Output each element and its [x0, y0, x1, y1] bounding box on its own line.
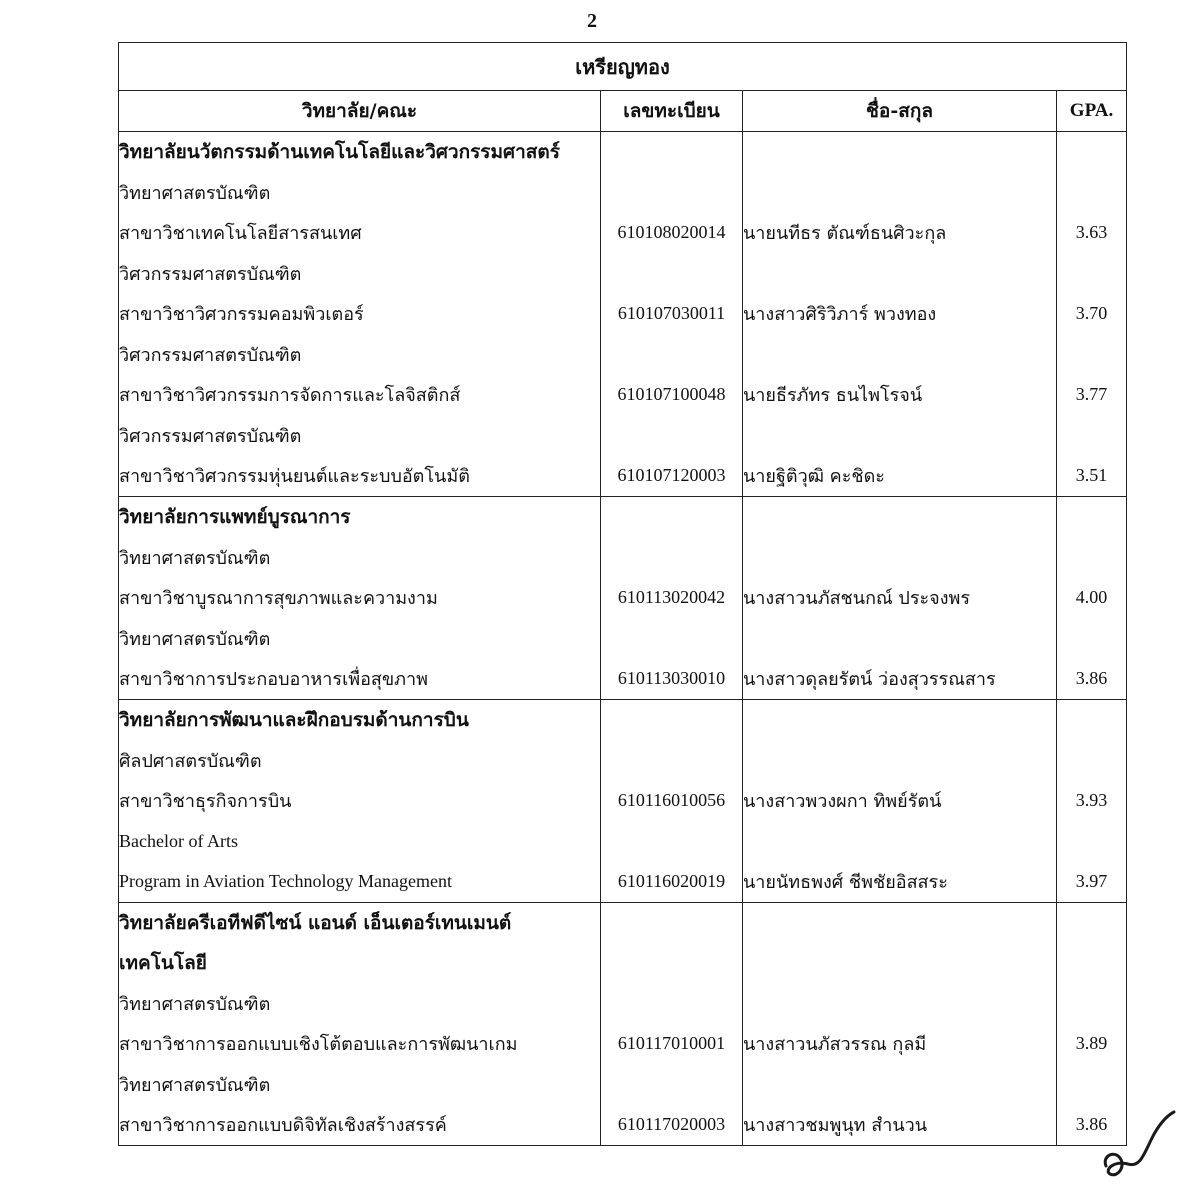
student-id: 610107120003	[601, 455, 743, 497]
student-row	[119, 212, 1127, 253]
student-name: นางสาวนภัสชนกณ์ ประจงพร	[743, 577, 1057, 618]
student-id: 610113030010	[601, 658, 743, 700]
degree-name: วิทยาศาสตรบัณฑิต	[119, 537, 601, 577]
college-row	[119, 132, 1127, 173]
major-name: Program in Aviation Technology Management	[119, 861, 601, 903]
college-name: วิทยาลัยการแพทย์บูรณาการ	[119, 497, 601, 538]
student-gpa: 4.00	[1057, 577, 1127, 618]
student-id: 610116010056	[601, 780, 743, 821]
student-id: 610107030011	[601, 293, 743, 334]
student-row	[119, 861, 1127, 903]
student-name: นายนทีธร ตัณฑ์ธนศิวะกุล	[743, 212, 1057, 253]
student-id: 610108020014	[601, 212, 743, 253]
degree-row	[119, 740, 1127, 780]
degree-name: วิทยาศาสตรบัณฑิต	[119, 618, 601, 658]
student-name: นายธีรภัทร ธนไพโรจน์	[743, 374, 1057, 415]
major-name: สาขาวิชาการประกอบอาหารเพื่อสุขภาพ	[119, 658, 601, 700]
degree-row	[119, 415, 1127, 455]
degree-row	[119, 821, 1127, 861]
table-title: เหรียญทอง	[119, 43, 1127, 91]
student-gpa: 3.93	[1057, 780, 1127, 821]
student-name: นายฐิติวุฒิ คะชิดะ	[743, 455, 1057, 497]
major-name: สาขาวิชาการออกแบบดิจิทัลเชิงสร้างสรรค์	[119, 1104, 601, 1146]
degree-row	[119, 983, 1127, 1023]
major-name: สาขาวิชาวิศวกรรมหุ่นยนต์และระบบอัตโนมัติ	[119, 455, 601, 497]
degree-row	[119, 537, 1127, 577]
student-name: นางสาวดุลยรัตน์ ว่องสุวรรณสาร	[743, 658, 1057, 700]
student-row	[119, 1023, 1127, 1064]
student-name: นางสาวนภัสวรรณ กุลมี	[743, 1023, 1057, 1064]
header-student-id: เลขทะเบียน	[601, 91, 743, 132]
student-id: 610117020003	[601, 1104, 743, 1146]
student-row	[119, 577, 1127, 618]
major-name: สาขาวิชาวิศวกรรมคอมพิวเตอร์	[119, 293, 601, 334]
student-id: 610113020042	[601, 577, 743, 618]
page-number: 2	[587, 10, 597, 32]
major-name: สาขาวิชาการออกแบบเชิงโต้ตอบและการพัฒนาเกม	[119, 1023, 601, 1064]
college-name-line2: เทคโนโลยี	[119, 943, 601, 983]
degree-name: วิศวกรรมศาสตรบัณฑิต	[119, 334, 601, 374]
student-id: 610107100048	[601, 374, 743, 415]
college-row	[119, 497, 1127, 538]
student-row	[119, 658, 1127, 700]
degree-name: วิทยาศาสตรบัณฑิต	[119, 172, 601, 212]
degree-name: วิศวกรรมศาสตรบัณฑิต	[119, 253, 601, 293]
student-row	[119, 374, 1127, 415]
major-name: สาขาวิชาเทคโนโลยีสารสนเทศ	[119, 212, 601, 253]
gold-medal-table	[118, 42, 1127, 1146]
header-gpa: GPA.	[1057, 91, 1127, 132]
degree-row	[119, 172, 1127, 212]
student-name: นางสาวชมพูนุท สำนวน	[743, 1104, 1057, 1146]
student-row	[119, 455, 1127, 497]
student-id: 610117010001	[601, 1023, 743, 1064]
student-name: นางสาวพวงผกา ทิพย์รัตน์	[743, 780, 1057, 821]
student-id: 610116020019	[601, 861, 743, 903]
student-gpa: 3.97	[1057, 861, 1127, 903]
degree-name: ศิลปศาสตรบัณฑิต	[119, 740, 601, 780]
major-name: สาขาวิชาวิศวกรรมการจัดการและโลจิสติกส์	[119, 374, 601, 415]
degree-name: วิศวกรรมศาสตรบัณฑิต	[119, 415, 601, 455]
student-gpa: 3.86	[1057, 1104, 1127, 1146]
college-name: วิทยาลัยการพัฒนาและฝึกอบรมด้านการบิน	[119, 700, 601, 741]
student-gpa: 3.51	[1057, 455, 1127, 497]
student-gpa: 3.89	[1057, 1023, 1127, 1064]
major-name: สาขาวิชาธุรกิจการบิน	[119, 780, 601, 821]
student-gpa: 3.63	[1057, 212, 1127, 253]
degree-row	[119, 334, 1127, 374]
degree-name: วิทยาศาสตรบัณฑิต	[119, 1064, 601, 1104]
college-row	[119, 700, 1127, 741]
degree-row	[119, 618, 1127, 658]
student-name: นายนัทธพงศ์ ชีพชัยอิสสระ	[743, 861, 1057, 903]
header-name: ชื่อ-สกุล	[743, 91, 1057, 132]
student-gpa: 3.70	[1057, 293, 1127, 334]
signature-mark	[1100, 1108, 1180, 1188]
college-row-continued	[119, 943, 1127, 983]
student-row	[119, 293, 1127, 334]
college-row	[119, 903, 1127, 944]
degree-name: Bachelor of Arts	[119, 821, 601, 861]
header-faculty: วิทยาลัย/คณะ	[119, 91, 601, 132]
degree-row	[119, 253, 1127, 293]
student-gpa: 3.86	[1057, 658, 1127, 700]
degree-row	[119, 1064, 1127, 1104]
student-row	[119, 1104, 1127, 1146]
college-name: วิทยาลัยนวัตกรรมด้านเทคโนโลยีและวิศวกรรมศาสตร์	[119, 132, 601, 173]
student-gpa: 3.77	[1057, 374, 1127, 415]
college-name: วิทยาลัยครีเอทีฟดีไซน์ แอนด์ เอ็นเตอร์เทนเมนต์	[119, 903, 601, 944]
degree-name: วิทยาศาสตรบัณฑิต	[119, 983, 601, 1023]
major-name: สาขาวิชาบูรณาการสุขภาพและความงาม	[119, 577, 601, 618]
student-row	[119, 780, 1127, 821]
student-name: นางสาวศิริวิภาร์ พวงทอง	[743, 293, 1057, 334]
